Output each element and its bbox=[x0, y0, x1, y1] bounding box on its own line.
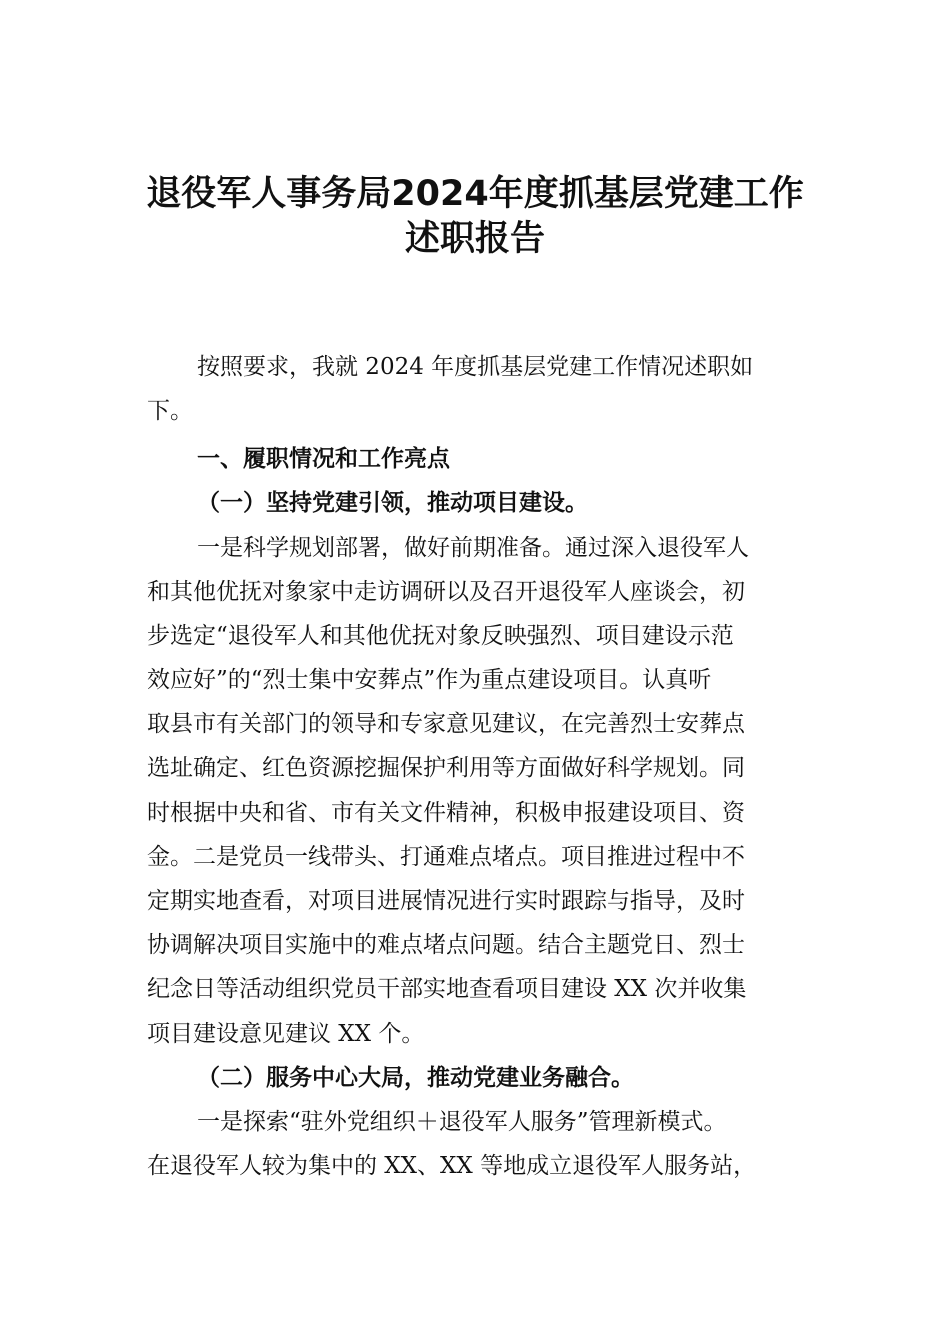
document-title-line-1: 退役军人事务局2024年度抓基层党建工作 bbox=[146, 174, 804, 214]
subsection-heading-1: （一）坚持党建引领，推动项目建设。 bbox=[197, 489, 588, 516]
paragraph-line: 效应好”的“烈士集中安葬点”作为重点建设项目。认真听 bbox=[147, 667, 712, 693]
document-title-line-2: 述职报告 bbox=[404, 219, 545, 259]
paragraph-line: 协调解决项目实施中的难点堵点问题。结合主题党日、烈士 bbox=[147, 932, 745, 958]
intro-line-1: 按照要求，我就 2024 年度抓基层党建工作情况述职如 bbox=[197, 354, 754, 380]
paragraph-line: 纪念日等活动组织党员干部实地查看项目建设 XX 次并收集 bbox=[147, 976, 747, 1002]
intro-line-2: 下。 bbox=[147, 398, 193, 424]
paragraph-line: 取县市有关部门的领导和专家意见建议，在完善烈士安葬点 bbox=[147, 711, 745, 737]
paragraph-line: 时根据中央和省、市有关文件精神，积极申报建设项目、资 bbox=[147, 800, 745, 826]
paragraph-line: 一是科学规划部署，做好前期准备。通过深入退役军人 bbox=[197, 535, 749, 561]
paragraph-line: 步选定“退役军人和其他优抚对象反映强烈、项目建设示范 bbox=[147, 623, 734, 649]
paragraph-line: 选址确定、红色资源挖掘保护利用等方面做好科学规划。同 bbox=[147, 755, 745, 781]
paragraph-line: 项目建设意见建议 XX 个。 bbox=[147, 1021, 425, 1047]
paragraph-line: 一是探索“驻外党组织＋退役军人服务”管理新模式。 bbox=[197, 1109, 727, 1135]
paragraph-line: 和其他优抚对象家中走访调研以及召开退役军人座谈会，初 bbox=[147, 579, 745, 605]
paragraph-line: 定期实地查看，对项目进展情况进行实时跟踪与指导，及时 bbox=[147, 888, 745, 914]
paragraph-line: 在退役军人较为集中的 XX、XX 等地成立退役军人服务站， bbox=[147, 1153, 757, 1179]
section-heading-1: 一、履职情况和工作亮点 bbox=[197, 446, 450, 472]
subsection-heading-2: （二）服务中心大局，推动党建业务融合。 bbox=[197, 1064, 634, 1091]
paragraph-line: 金。二是党员一线带头、打通难点堵点。项目推进过程中不 bbox=[147, 844, 745, 870]
